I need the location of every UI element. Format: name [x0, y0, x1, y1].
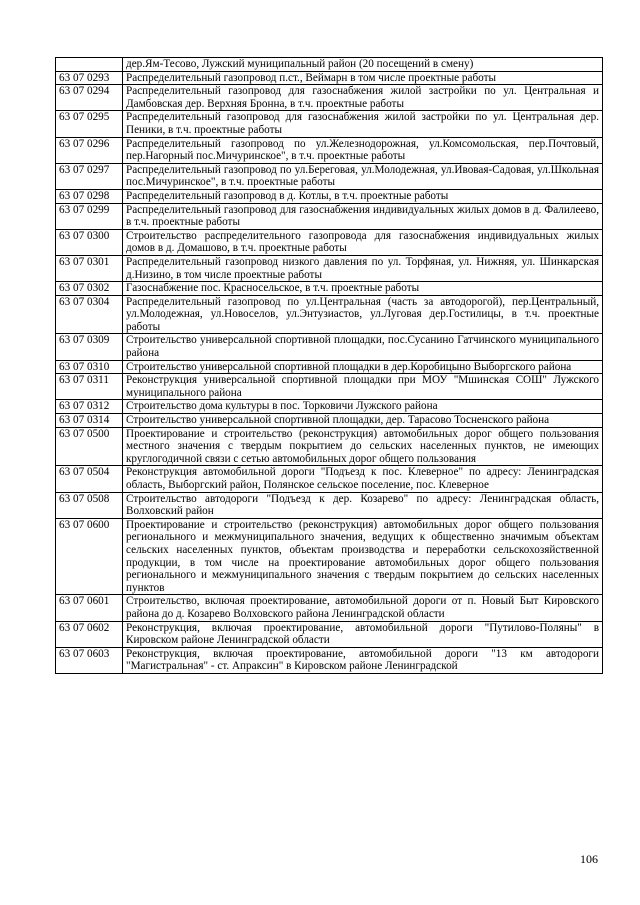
table-row: [56, 163, 603, 189]
code-cell: 63 07 0293: [56, 71, 123, 85]
code-cell: 63 07 0300: [56, 229, 123, 255]
code-cell: 63 07 0601: [56, 595, 123, 621]
code-cell: 63 07 0508: [56, 492, 123, 518]
table-row: [56, 203, 603, 229]
description-cell: Реконструкция универсальной спортивной площадки при МОУ "Мшинская СОШ" Лужского муниципального района: [123, 374, 603, 400]
code-cell: 63 07 0295: [56, 111, 123, 137]
table-row: [56, 360, 603, 374]
code-cell: 63 07 0310: [56, 360, 123, 374]
table-row: [56, 189, 603, 203]
table-row: [56, 400, 603, 414]
table-row: [56, 595, 603, 621]
description-cell: Строительство универсальной спортивной площадки, пос.Сусанино Гатчинского муниципального района: [123, 334, 603, 360]
table-row: [56, 518, 603, 595]
code-cell: 63 07 0603: [56, 647, 123, 673]
code-cell: 63 07 0504: [56, 466, 123, 492]
code-cell: 63 07 0304: [56, 295, 123, 334]
description-cell: Строительство автодороги "Подъезд к дер. Козарево" по адресу: Ленинградская область, Волховский район: [123, 492, 603, 518]
table-row: [56, 111, 603, 137]
table-row: [56, 229, 603, 255]
description-cell: Распределительный газопровод в д. Котлы, в т.ч. проектные работы: [123, 189, 603, 203]
description-cell: Газоснабжение пос. Красносельское, в т.ч. проектные работы: [123, 282, 603, 296]
code-cell: 63 07 0302: [56, 282, 123, 296]
table-row: [56, 58, 603, 72]
description-cell: дер.Ям-Тесово, Лужский муниципальный район (20 посещений в смену): [123, 58, 603, 72]
code-cell: [56, 58, 123, 72]
code-cell: 63 07 0299: [56, 203, 123, 229]
description-cell: Распределительный газопровод п.ст., Веймарн в том числе проектные работы: [123, 71, 603, 85]
table-row: [56, 137, 603, 163]
description-cell: Распределительный газопровод по ул.Береговая, ул.Молодежная, ул.Ивовая-Садовая, ул.Школьная пос.Мичуринское", в т.ч. проектные работы: [123, 163, 603, 189]
table-row: [56, 334, 603, 360]
code-cell: 63 07 0600: [56, 518, 123, 595]
code-cell: 63 07 0297: [56, 163, 123, 189]
table-row: [56, 414, 603, 428]
description-cell: Распределительный газопровод низкого давления по ул. Торфяная, ул. Нижняя, ул. Шинкарская д.Низино, в том числе проектные работы: [123, 255, 603, 281]
table-row: [56, 466, 603, 492]
description-cell: Распределительный газопровод по ул.Центральная (часть за автодорогой), пер.Центральный, ул.Молодежная, ул.Новоселов, ул.Энтузиастов, ул.Луговая дер.Гостилицы, в т.ч. проектные работы: [123, 295, 603, 334]
table-row: [56, 621, 603, 647]
table-row: [56, 71, 603, 85]
budget-code-table: [55, 57, 603, 674]
table-row: [56, 374, 603, 400]
table-row: [56, 85, 603, 111]
description-cell: Распределительный газопровод для газоснабжения индивидуальных жилых домов в д. Фалилеево, в т.ч. проектные работы: [123, 203, 603, 229]
description-cell: Проектирование и строительство (реконструкция) автомобильных дорог общего пользования регионального и межмуниципального значения, ведущих к общественно значимым объектам сельских населенных пунктов, объектам производства и переработки сельскохозяйственной продукции, в том числе на проектирование автомобильных дорог общего пользования регионального и межмуниципального значения с твердым покрытием до сельских населенных пунктов: [123, 518, 603, 595]
code-cell: 63 07 0602: [56, 621, 123, 647]
code-cell: 63 07 0301: [56, 255, 123, 281]
description-cell: Строительство универсальной спортивной площадки в дер.Коробицыно Выборгского района: [123, 360, 603, 374]
description-cell: Строительство, включая проектирование, автомобильной дороги от п. Новый Быт Кировского района до д. Козарево Волховского района Ленинградской области: [123, 595, 603, 621]
table-row: [56, 427, 603, 466]
table-row: [56, 492, 603, 518]
page-number: 106: [580, 852, 598, 866]
code-cell: 63 07 0311: [56, 374, 123, 400]
table-row: [56, 282, 603, 296]
document-page: [55, 57, 603, 674]
description-cell: Распределительный газопровод по ул.Железнодорожная, ул.Комсомольская, пер.Почтовый, пер.Нагорный пос.Мичуринское", в т.ч. проектные работы: [123, 137, 603, 163]
description-cell: Проектирование и строительство (реконструкция) автомобильных дорог общего пользования местного значения с твердым покрытием до сельских населенных пунктов, не имеющих круглогодичной связи с сетью автомобильных дорог общего пользования: [123, 427, 603, 466]
code-cell: 63 07 0294: [56, 85, 123, 111]
table-row: [56, 295, 603, 334]
description-cell: Реконструкция, включая проектирование, автомобильной дороги "13 км автодороги "Магистральная" - ст. Апраксин" в Кировском районе Ленинградской: [123, 647, 603, 673]
description-cell: Строительство распределительного газопровода для газоснабжения индивидуальных жилых домов в д. Домашово, в т.ч. проектные работы: [123, 229, 603, 255]
table-row: [56, 255, 603, 281]
description-cell: Распределительный газопровод для газоснабжения жилой застройки по ул. Центральная и Дамбовская дер. Верхняя Бронна, в т.ч. проектные работы: [123, 85, 603, 111]
description-cell: Строительство универсальной спортивной площадки, дер. Тарасово Тосненского района: [123, 414, 603, 428]
table-row: [56, 647, 603, 673]
code-cell: 63 07 0500: [56, 427, 123, 466]
description-cell: Реконструкция, включая проектирование, автомобильной дороги "Путилово-Поляны" в Кировском районе Ленинградской области: [123, 621, 603, 647]
description-cell: Строительство дома культуры в пос. Торковичи Лужского района: [123, 400, 603, 414]
code-cell: 63 07 0309: [56, 334, 123, 360]
code-cell: 63 07 0296: [56, 137, 123, 163]
code-cell: 63 07 0298: [56, 189, 123, 203]
code-cell: 63 07 0314: [56, 414, 123, 428]
table-body: [56, 58, 603, 674]
description-cell: Распределительный газопровод для газоснабжения жилой застройки по ул. Центральная дер. Пеники, в т.ч. проектные работы: [123, 111, 603, 137]
description-cell: Реконструкция автомобильной дороги "Подъезд к пос. Клеверное" по адресу: Ленинградская область, Выборгский район, Полянское сельское поселение, пос. Клеверное: [123, 466, 603, 492]
code-cell: 63 07 0312: [56, 400, 123, 414]
